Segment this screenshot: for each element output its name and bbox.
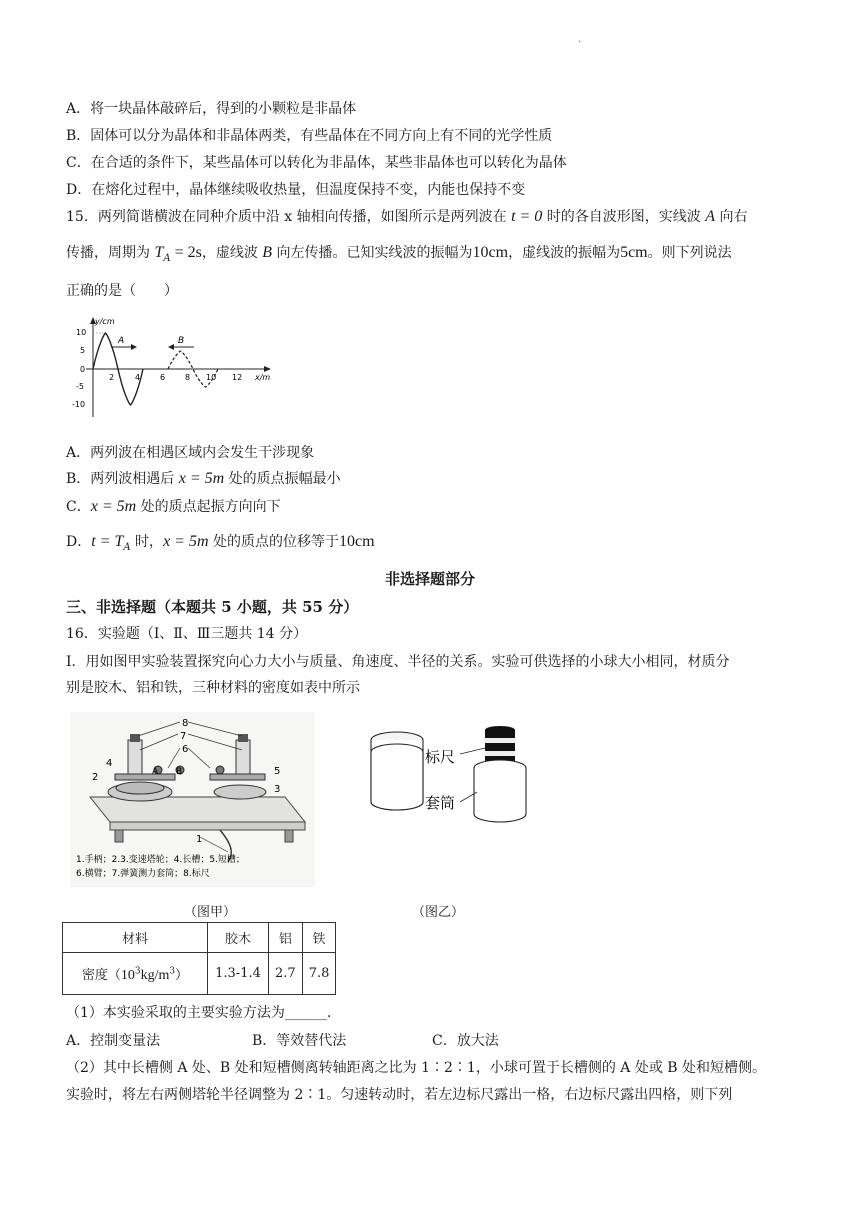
label-4: 4 [106,758,113,769]
table-header-aluminum: 铝 [269,923,303,953]
long-groove [115,774,175,780]
q15-option-c: C．x = 5m 处的质点起振方向向下 [66,498,281,515]
q14-option-b: B．固体可以分为晶体和非晶体两类，有些晶体在不同方向上有不同的光学性质 [66,128,553,144]
q14-option-a: A．将一块晶体敲碎后，得到的小颗粒是非晶体 [66,101,357,117]
x-tick-4: 4 [135,373,141,382]
x-tick-12: 12 [232,373,243,382]
pulley-right [214,785,266,799]
table-cell-bakelite: 1.3-1.4 [208,953,269,995]
x-axis-label: x/m [255,373,271,382]
label-6: 6 [182,744,189,755]
y-axis-label: y/cm [95,317,115,326]
label-1: 1 [196,834,203,845]
y-tick-neg5: -5 [76,382,84,391]
fig-jia-legend-1: 1.手柄；2.3.变速塔轮；4.长槽；5.短槽； [76,855,245,865]
wave-a-label: A [118,336,125,346]
q16-sub1-option-b: B．等效替代法 [252,1033,347,1049]
q15-stem-line2: 传播，周期为 $T_A = 2s$，虚线波 B 向左传播。已知实线波的振幅为10cm，虚线波的振幅为5cm。则下列说法 [66,244,732,264]
y-tick-10: 10 [76,328,87,337]
q16-sub2-line2: 实验时，将左右两侧塔轮半径调整为 2∶1。匀速转动时，若左边标尺露出一格，右边标尺露出四格，则下列 [66,1087,733,1103]
q14-option-d: D．在熔化过程中，晶体继续吸收热量，但温度保持不变，内能也保持不变 [66,182,526,198]
q16-intro: 16．实验题（Ⅰ、Ⅱ、Ⅲ三题共 14 分） [66,626,308,642]
section-three-title: 三、非选择题（本题共 5 小题，共 55 分） [66,598,359,616]
table-header-iron: 铁 [302,923,336,953]
table-row-density [63,953,336,995]
density-table [62,922,336,995]
q15-option-b: B．两列波相遇后 x = 5m 处的质点振幅最小 [66,470,341,487]
ball-short [216,766,224,774]
short-groove [210,774,265,780]
q15-stem-line1: 15．两列简谐横波在同种介质中沿 x 轴相向传播，如图所示是两列波在 t = 0 时的各自波形图，实线波 A 向右 [66,208,748,225]
x-tick-10: 10 [206,373,217,382]
sleeve-left [128,740,142,774]
table-header-material: 材料 [63,923,208,953]
q15-option-a: A．两列波在相遇区域内会发生干涉现象 [66,445,315,461]
y-tick-neg10: -10 [72,400,86,409]
sleeve-right [236,740,250,774]
q16-sub1: （1）本实验采取的主要实验方法为______. [66,1005,332,1021]
q15-stem-line3: 正确的是（ ） [66,283,178,299]
q16-sub1-option-c: C．放大法 [432,1033,499,1049]
fig-jia-caption: （图甲） [184,905,237,920]
table-header-row [63,923,336,953]
table-cell-aluminum: 2.7 [269,953,303,995]
label-5: 5 [274,766,281,777]
figure-yi-sleeves [365,722,545,827]
x-axis-arrow [264,366,271,372]
apparatus-base [90,797,305,822]
x-tick-6: 6 [160,373,166,382]
q16-sub2-line1: （2）其中长槽侧 A 处、B 处和短槽侧离转轴距离之比为 1∶2∶1，小球可置于长槽侧的 A 处或 B 处和短槽侧。 [66,1060,767,1076]
table-row-label: 密度$(10^3kg/m^3)$ [63,953,208,995]
label-2: 2 [92,772,99,783]
fig-yi-caption: （图乙） [412,905,465,920]
y-tick-0: 0 [80,365,86,374]
q14-option-c: C．在合适的条件下，某些晶体可以转化为非晶体，某些非晶体也可以转化为晶体 [66,155,567,171]
q15-option-d: D．$t = T_A$ 时，x = 5m 处的质点的位移等于10cm [66,533,375,553]
table-header-bakelite: 胶木 [208,923,269,953]
q16-part1-line1: Ⅰ．用如图甲实验装置探究向心力大小与质量、角速度、半径的关系。实验可供选择的小球大小相同，材质分 [66,654,730,670]
label-b: B [176,767,183,777]
y-tick-5: 5 [80,346,86,355]
table-cell-iron: 7.8 [302,953,336,995]
wave-b-arrowhead [168,344,174,350]
wave-b-label: B [178,336,185,346]
header-dot: . [578,34,582,45]
wave-graph [68,314,278,424]
label-3: 3 [274,784,281,795]
fig-jia-legend-2: 6.横臂；7.弹簧测力套筒；8.标尺 [76,869,210,879]
wave-a-arrowhead [131,344,137,350]
ruler-band-2 [485,743,515,751]
label-ruler: 标尺 [425,748,456,766]
q16-sub1-option-a: A．控制变量法 [66,1033,161,1049]
part2-title: 非选择题部分 [384,570,475,588]
label-7: 7 [180,731,187,742]
q16-part1-line2: 别是胶木、铝和铁，三种材料的密度如表中所示 [66,680,360,696]
label-a: A [152,767,159,777]
x-tick-2: 2 [109,373,115,382]
label-8: 8 [182,718,189,729]
x-tick-8: 8 [185,373,191,382]
figure-jia-apparatus [70,712,315,887]
label-sleeve: 套筒 [425,794,456,812]
